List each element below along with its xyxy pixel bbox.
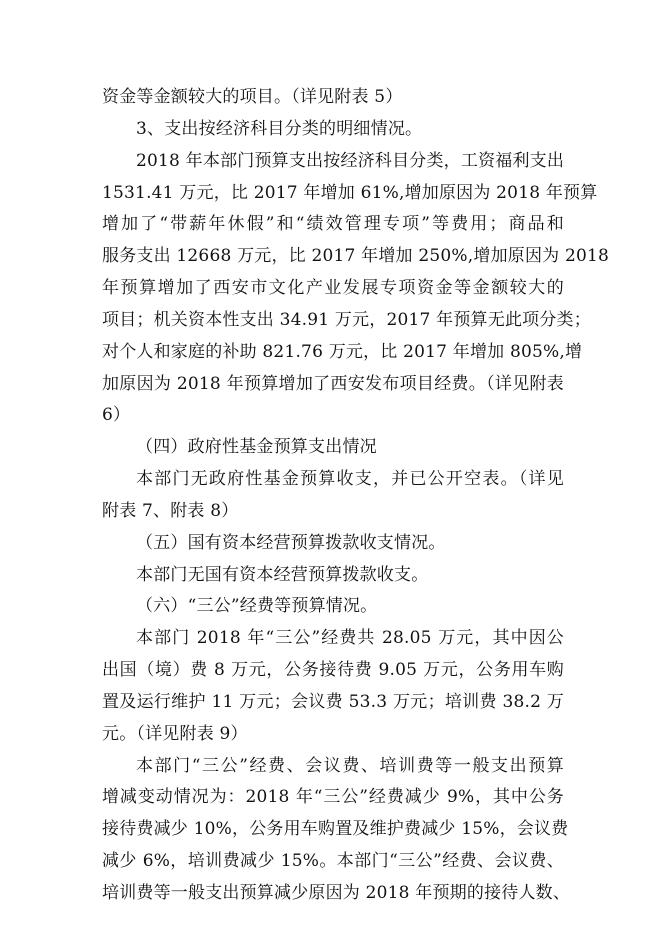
text-line-18: 本部门 2018 年“三公”经费共 28.05 万元，其中因公 xyxy=(136,628,564,649)
text-line-1: 资金等金额较大的项目。（详见附表 5） xyxy=(102,87,403,107)
text-line-10: 加原因为 2018 年预算增加了西安发布项目经费。（详见附表 xyxy=(102,373,564,394)
text-line-4: 1531.41 万元，比 2017 年增加 61%,增加原因为 2018 年预算 xyxy=(102,182,598,203)
text-line-6: 服务支出 12668 万元，比 2017 年增加 250%,增加原因为 2018 xyxy=(102,246,610,267)
text-line-21: 元。（详见附表 9） xyxy=(102,723,248,744)
section-heading-3: 3、支出按经济科目分类的明细情况。 xyxy=(136,118,423,139)
text-line-26: 培训费等一般支出预算减少原因为 2018 年预期的接待人数、 xyxy=(102,883,571,903)
text-line-16: 本部门无国有资本经营预算拨款收支。 xyxy=(136,564,429,585)
section-heading-4: （四）政府性基金预算支出情况 xyxy=(136,437,377,458)
text-line-3: 2018 年本部门预算支出按经济科目分类，工资福利支出 xyxy=(136,150,565,171)
text-line-7: 年预算增加了西安市文化产业发展专项资金等金额较大的 xyxy=(102,278,564,299)
text-line-24: 接待费减少 10%，公务用车购置及维护费减少 15%，会议费 xyxy=(102,819,569,840)
text-line-11: 6） xyxy=(102,405,131,426)
text-line-22: 本部门“三公”经费、会议费、培训费等一般支出预算 xyxy=(136,755,564,776)
text-line-8: 项目；机关资本性支出 34.91 万元，2017 年预算无此项分类； xyxy=(102,309,591,330)
text-line-20: 置及运行维护 11 万元；会议费 53.3 万元；培训费 38.2 万 xyxy=(102,691,564,712)
text-line-23: 增减变动情况为：2018 年“三公”经费减少 9%，其中公务 xyxy=(102,787,564,808)
section-heading-6: （六）“三公”经费等预算情况。 xyxy=(136,596,378,617)
text-line-25: 减少 6%，培训费减少 15%。本部门“三公”经费、会议费、 xyxy=(102,851,564,872)
text-line-19: 出国（境）费 8 万元，公务接待费 9.05 万元，公务用车购 xyxy=(102,660,564,681)
text-line-5: 增加了“带薪年休假”和“绩效管理专项”等费用；商品和 xyxy=(102,214,564,235)
text-line-9: 对个人和家庭的补助 821.76 万元，比 2017 年增加 805%,增 xyxy=(102,341,583,362)
text-line-14: 附表 7、附表 8） xyxy=(102,500,239,521)
section-heading-5: （五）国有资本经营预算拨款收支情况。 xyxy=(136,532,446,553)
text-line-13: 本部门无政府性基金预算收支，并已公开空表。（详见 xyxy=(136,469,564,490)
